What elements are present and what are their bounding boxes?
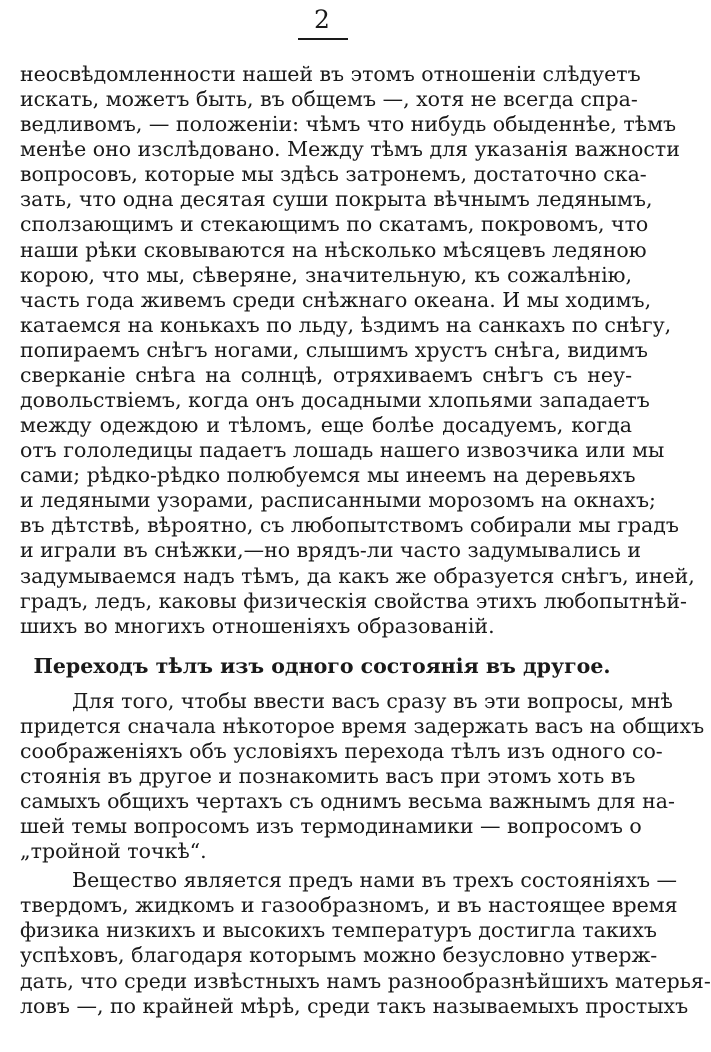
- text-line: и играли въ снѣжки,—но врядъ-ли часто задумывались и: [20, 538, 642, 562]
- text-line: сползающимъ и стекающимъ по скатамъ, покровомъ, что: [20, 212, 649, 236]
- text-line: шихъ во многихъ отношеніяхъ образованій.: [20, 614, 495, 638]
- text-line: довольствіемъ, когда онъ досадными хлопьями западаетъ: [20, 388, 650, 412]
- text-line: Для того, чтобы ввести васъ сразу въ эти вопросы, мнѣ: [72, 689, 673, 713]
- text-line: ведливомъ, — положеніи: чѣмъ что нибудь обыденнѣе, тѣмъ: [20, 112, 677, 136]
- text-line: сами; рѣдко-рѣдко полюбуемся мы инеемъ на деревьяхъ: [20, 463, 636, 487]
- text-line: сверканіе снѣга на солнцѣ, отряхиваемъ снѣгъ съ неу-: [20, 363, 632, 387]
- text-line: градъ, ледъ, каковы физическія свойства этихъ любопытнѣй-: [20, 589, 687, 613]
- text-line: корою, что мы, сѣверяне, значительную, къ сожалѣнію,: [20, 263, 632, 287]
- text-line: менѣе оно изслѣдовано. Между тѣмъ для указанія важности: [20, 137, 680, 161]
- text-line: и ледяными узорами, расписанными морозомъ на окнахъ;: [20, 488, 656, 512]
- text-line: вопросовъ, которые мы здѣсь затронемъ, достаточно ска-: [20, 162, 647, 186]
- text-line: отъ гололедицы падаетъ лошадь нашего извозчика или мы: [20, 438, 665, 462]
- text-line: Вещество является предъ нами въ трехъ состояніяхъ —: [72, 868, 678, 892]
- text-line: соображеніяхъ объ условіяхъ перехода тѣлъ изъ одного со-: [20, 739, 663, 763]
- text-line: стоянія въ другое и познакомить васъ при этомъ хоть въ: [20, 764, 636, 788]
- text-line: катаемся на конькахъ по льду, ѣздимъ на санкахъ по снѣгу,: [20, 313, 672, 337]
- page-number: 2: [314, 5, 330, 34]
- text-line: искать, можетъ быть, въ общемъ —, хотя не всегда спра-: [20, 87, 638, 111]
- text-line: попираемъ снѣгъ ногами, слышимъ хрустъ снѣга, видимъ: [20, 338, 648, 362]
- text-line: дать, что среди извѣстныхъ намъ разнообразнѣйшихъ матерья-: [20, 969, 711, 993]
- text-line: шей темы вопросомъ изъ термодинамики — вопросомъ о: [20, 814, 642, 838]
- text-line: между одеждою и тѣломъ, еще болѣе досадуемъ, когда: [20, 413, 632, 437]
- text-line: самыхъ общихъ чертахъ съ однимъ весьма важнымъ для на-: [20, 789, 675, 813]
- text-line: твердомъ, жидкомъ и газообразномъ, и въ настоящее время: [20, 893, 678, 917]
- text-line: задумываемся надъ тѣмъ, да какъ же образуется снѣгъ, иней,: [20, 564, 695, 588]
- section-heading: Переходъ тѣлъ изъ одного состоянія въ другое.: [33, 654, 611, 678]
- text-line: въ дѣтствѣ, вѣроятно, съ любопытствомъ собирали мы градъ: [20, 513, 679, 537]
- text-line: часть года живемъ среди снѣжнаго океана. И мы ходимъ,: [20, 288, 652, 312]
- text-line: наши рѣки сковываются на нѣсколько мѣсяцевъ ледяною: [20, 238, 647, 262]
- text-line: придется сначала нѣкоторое время задержать васъ на общихъ: [20, 714, 705, 738]
- text-line: ловъ —, по крайней мѣрѣ, среди такъ называемыхъ простыхъ: [20, 994, 689, 1018]
- page-number-rule: [298, 38, 348, 40]
- text-line: успѣховъ, благодаря которымъ можно безусловно утверж-: [20, 943, 658, 967]
- text-line: зать, что одна десятая суши покрыта вѣчнымъ ледянымъ,: [20, 187, 653, 211]
- text-line: физика низкихъ и высокихъ температуръ достигла такихъ: [20, 918, 657, 942]
- text-line: неосвѣдомленности нашей въ этомъ отношеніи слѣдуетъ: [20, 62, 641, 86]
- text-line: „тройной точкѣ“.: [20, 839, 207, 863]
